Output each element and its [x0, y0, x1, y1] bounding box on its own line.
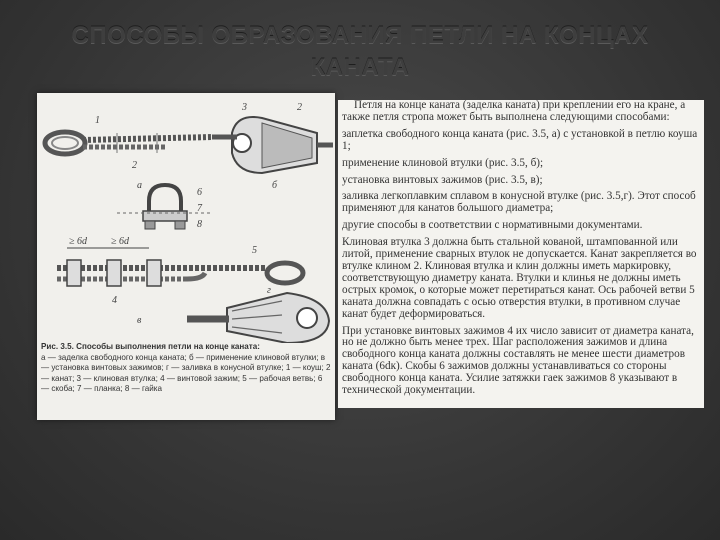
- paragraph-wedge-requirements: Клиновая втулка 3 должна быть стальной кованой, штампованной или литой, применение сварных втулок не допускается. Канат закрепляется во втулке клином 2. Клиновая втулка и клин должны иметь маркировку, соответствующую диаметру каната. Втулки и клинья не должны иметь острых кромок, о которые может перетираться канат. Ось рабочей ветви 5 каната должна совпадать с осью отверстия втулки, в противном случае канат будет деформироваться.: [342, 236, 697, 320]
- figure-caption: [41, 342, 331, 395]
- body-text: [338, 100, 704, 408]
- paragraph-method-other: другие способы в соответствии с нормативными документами.: [342, 219, 643, 232]
- label-a: а: [137, 180, 142, 191]
- dim-label-2: ≥ 6d: [111, 236, 129, 247]
- label-v: в: [137, 315, 142, 326]
- paragraph-intro: Петля на конце каната (заделка каната) при креплении его на кране, а также петля стропа может быть выполнена следующими способами:: [342, 99, 686, 123]
- drawing-c-clips: [57, 248, 303, 286]
- paragraph-method-clips: установка винтовых зажимов (рис. 3.5, в);: [342, 173, 543, 186]
- caption-body: а — заделка свободного конца каната; б — применение клиновой втулки; в — установка винтовых зажимов; г — заливка в конусной втулке; 1 — коуш; 2 — канат; 3 — клиновая втулка; 4 — винтовой зажим; 5 — рабочая ветвь; 6 — скоба; 7 — планка; 8 — гайка: [41, 352, 331, 394]
- label-g: г: [267, 285, 271, 296]
- label-5: 5: [252, 245, 257, 256]
- paragraph-method-splice: заплетка свободного конца каната (рис. 3.5, а) с установкой в петлю коуша 1;: [342, 127, 698, 152]
- label-2b: 2: [132, 160, 137, 171]
- label-6: 6: [197, 187, 202, 198]
- drawing-a-splice: [45, 132, 212, 154]
- drawing-d-cone-socket: [187, 293, 329, 343]
- drawing-b-wedge-socket: [212, 117, 333, 173]
- rope-loop-figure: [37, 93, 335, 420]
- label-8: 8: [197, 219, 202, 230]
- caption-head: Рис. 3.5. Способы выполнения петли на конце каната:: [41, 342, 260, 351]
- label-7: 7: [197, 203, 202, 214]
- paragraph-method-pour: заливка легкоплавким сплавом в конусной втулке (рис. 3.5,г). Этот способ применяют для канатов большого диаметра;: [342, 190, 696, 215]
- label-b: б: [272, 180, 278, 191]
- label-1: 1: [95, 115, 100, 126]
- paragraph-method-wedge: применение клиновой втулки (рис. 3.5, б);: [342, 156, 544, 169]
- rope-loop-drawings: [37, 93, 335, 343]
- label-2: 2: [297, 102, 302, 113]
- paragraph-clip-requirements: При установке винтовых зажимов 4 их число зависит от диаметра каната, но не должно быть менее трех. Шаг расположения зажимов и длина свободного конца каната должны составлять не менее шести диаметров каната (6dк). Скобы 6 зажимов должны устанавливаться со стороны свободного конца каната. Усилие затяжки гаек зажимов 8 указывают в технической документации.: [342, 324, 694, 397]
- slide-title: СПОСОБЫ ОБРАЗОВАНИЯ ПЕТЛИ НА КОНЦАХ КАНАТА: [71, 22, 649, 81]
- label-3: 3: [242, 102, 247, 113]
- label-4: 4: [112, 295, 117, 306]
- dim-label-1: ≥ 6d: [69, 236, 87, 247]
